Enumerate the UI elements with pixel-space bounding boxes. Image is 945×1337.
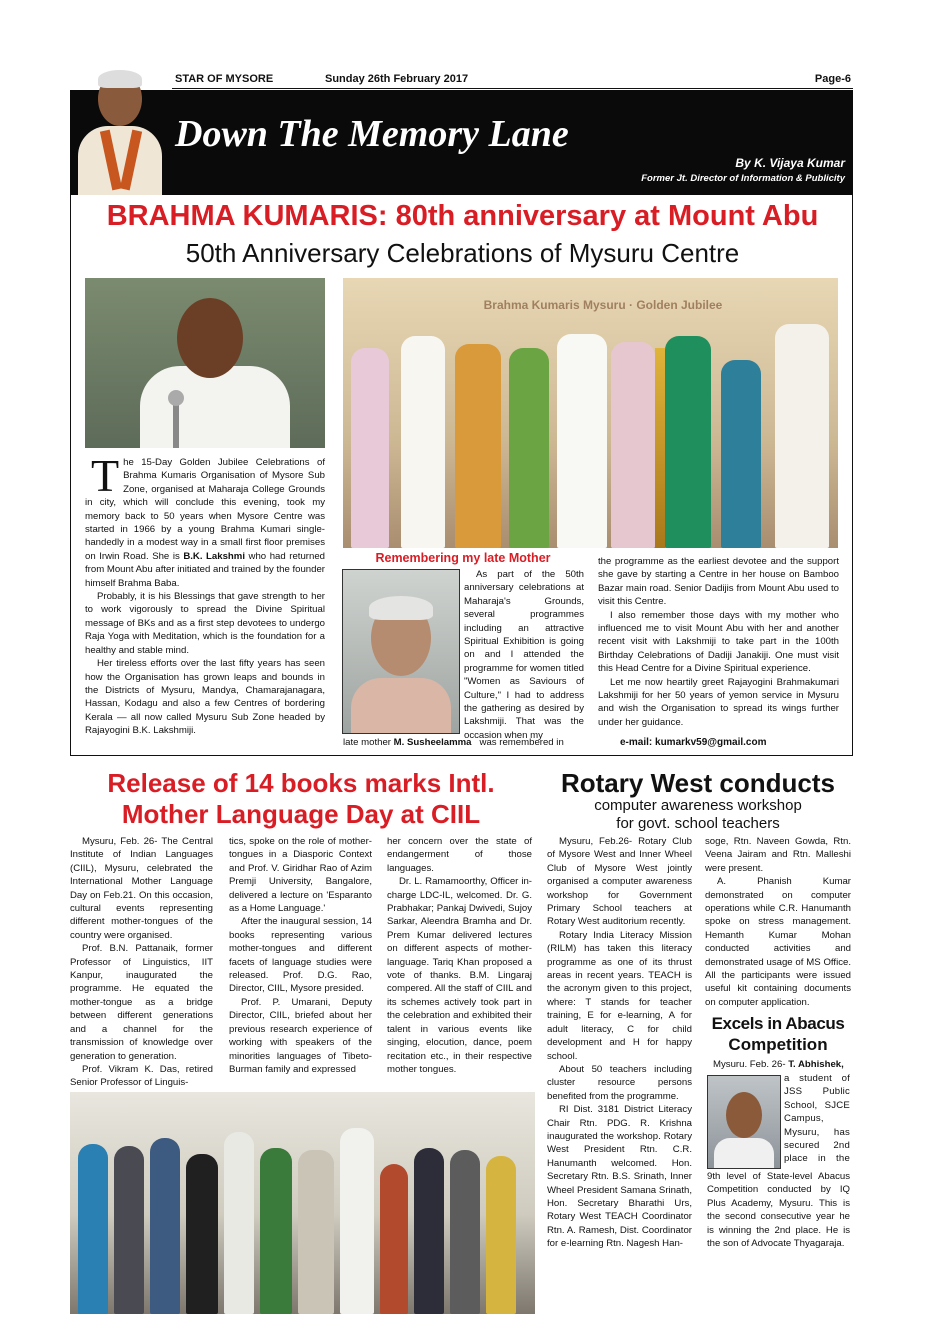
lead-p2: Probably, it is his Blessings that gave strength to her to work vigorously to spread the Divine Spiritual message of BKs and as a first step devotees to undergo Raja Yoga with Meditation, which is the foundation for a healthy and stable mind. — [85, 591, 325, 656]
abacus-body-text: 9th level of State-level Abacus Competition conducted by IQ Plus Academy, Mysuru. This is the second consecutive year he is winning the 2nd place. He is the son of Advocate Thyagaraja. — [707, 1171, 850, 1250]
rotary-c1-p2: Rotary India Literacy Mission (RILM) has taken this literacy programme as one of its thrust areas in recent years. TEACH is the acronym given to this project, where: T stands for teacher training, E for e-learning, A for adult literacy, C for child development and H for happy school. — [547, 929, 692, 1062]
lead-p3: Her tireless efforts over the last fifty years has seen how the Organisation has grown leaps and bounds in the Districts of Mysuru, Mandya, Chamarajanagara, Hassan, Kodagu and also a few Centres of bordering Kerala — all now called Mysuru Sub Zone headed by Rajayogini B.K. Lakshmiji. — [85, 658, 325, 737]
person-10 — [414, 1148, 444, 1314]
lead-column-right — [598, 555, 839, 729]
sidebar-tail-a: late mother — [343, 737, 391, 748]
figure-5 — [557, 334, 607, 548]
rotary-column-2 — [705, 835, 851, 1009]
lamp-lighting-photo — [343, 278, 838, 548]
lead-r-p1: the programme as the earliest devotee and the support she gave by starting a Centre in her house on Bamboo Bazar main road. Senior Dadijis from Mount Abu used to visit this Centre. — [598, 556, 839, 608]
person-11 — [450, 1150, 480, 1314]
oil-lamp — [655, 348, 665, 548]
mother-photo — [342, 569, 460, 734]
rotary-headline: Rotary West conducts — [560, 768, 835, 798]
ciil-headline-1: Release of 14 books marks Intl. — [107, 768, 495, 798]
rotary-subhead-2: for govt. school teachers — [616, 815, 780, 832]
photo-backdrop-banner: Brahma Kumaris Mysuru · Golden Jubilee — [483, 298, 723, 312]
rotary-c1-p1: Mysuru, Feb.26- Rotary Club of Mysore West and Inner Wheel Club of Mysore West jointly organised a computer awareness workshop for Government Primary School teachers at Rotary West auditorium recently. — [547, 836, 692, 928]
ciil-column-2 — [229, 835, 372, 1076]
lead-p1-name: B.K. Lakshmi — [183, 550, 245, 562]
rotary-c2-p2: A. Phanish Kumar demonstrated on computer operations while C.R. Hanumanth spoke on stress management. Hemanth Kumar Mohan conducted activities and demonstrated usage of MS Office. All the participants were issued useful kit containing documents on computer application. — [705, 876, 851, 1008]
ciil-column-3 — [387, 835, 532, 1076]
figure-3 — [455, 344, 501, 548]
ciil-c3-p1: her concern over the state of endangerment of those languages. — [387, 836, 532, 874]
abacus-body — [707, 1170, 850, 1250]
sidebar-tail — [343, 736, 587, 749]
lead-headline: BRAHMA KUMARIS: 80th anniversary at Mount Abu — [106, 200, 819, 232]
ciil-c1-p2: Prof. B.N. Pattanaik, former Professor of Linguistics, IIT Kanpur, inaugurated the programme. He equated the mother-tongue as a bridge between different generations and a channel for the transmission of knowledge over generation to generation. — [70, 943, 213, 1062]
abacus-wrap-text: a student of JSS Public School, SJCE Campus, Mysuru, has secured 2nd place in the — [784, 1073, 850, 1165]
person-9 — [380, 1164, 408, 1314]
person-6 — [260, 1148, 292, 1314]
abacus-lead-plain: Mysuru. Feb. 26- — [713, 1059, 786, 1070]
paper-name: STAR OF MYSORE — [175, 73, 274, 85]
ciil-c1-p1: Mysuru, Feb. 26- The Central Institute of Indian Languages (CIIL), Mysuru, celebrated the International Mother Language Day on Feb.21. On this occasion, cultural events representing different mother-tongues of the country were organised. — [70, 836, 213, 941]
figure-4 — [509, 348, 549, 548]
lead-p1-end: who had returned from Mount Abu after initiated and trained by the founder himself Brahma Baba. — [85, 550, 325, 589]
figure-8 — [721, 360, 761, 548]
issue-date: Sunday 26th February 2017 — [325, 73, 469, 85]
person-4 — [186, 1154, 218, 1314]
abacus-lead-name: T. Abhishek, — [788, 1059, 844, 1070]
person-8 — [340, 1128, 374, 1314]
ciil-headline-2: Mother Language Day at CIIL — [121, 799, 481, 829]
person-3 — [150, 1138, 180, 1314]
columnist-role: Former Jt. Director of Information & Publicity — [641, 173, 845, 184]
speaker-photo — [85, 278, 325, 448]
masthead-rule — [172, 88, 853, 89]
rotary-c2-p1: soge, Rtn. Naveen Gowda, Rtn. Veena Jairam and Rtn. Malleshi were present. — [705, 836, 851, 874]
lead-r-p3: Let me now heartily greet Rajayogini Brahmakumari Lakshmiji for her 50 years of yemon service in Mysuru and wish the Organisation to spread its wings further under her guidance. — [598, 676, 839, 728]
figure-9 — [775, 324, 829, 548]
author-email: e-mail: kumarkv59@gmail.com — [620, 737, 767, 748]
ciil-c3-p2: Dr. L. Ramamoorthy, Officer in-charge LDC-IL, welcomed. Dr. G. Prabhakar; Pankaj Dwivedi, Sujoy Sarkar, Aleendra Bramha and Dr. Prem Kumar delivered lectures on different aspects of mother-language. Tariq Khan proposed a vote of thanks. B.M. Lingaraj compered. All the staff of CIIL and its schemes actively took part in the celebration and exhibited their talent in various events like singing, elocution, dance, poem recitation etc., in their respective mother tongues. — [387, 876, 532, 1075]
column-banner — [70, 90, 853, 195]
sidebar-tail-b: was remembered in — [479, 737, 564, 748]
person-5 — [224, 1132, 254, 1314]
column-title: Down The Memory Lane — [175, 113, 569, 155]
rotary-column-1 — [547, 835, 692, 1251]
person-1 — [78, 1144, 108, 1314]
rotary-c1-p3: About 50 teachers including cluster resource persons benefited from the programme. — [547, 1063, 692, 1102]
ciil-c2-p3: Prof. P. Umarani, Deputy Director, CIIL, briefed about her previous research experience of working with speakers of the minorities languages of Tibeto-Burman family and expressed — [229, 996, 372, 1075]
rotary-c1-p4: RI Dist. 3181 District Literacy Chair Rtn. PDG. R. Krishna inaugurated the workshop. Rotary West President Rtn. C.R. Hanumanth welcomed. Hon. Secretary Rtn. B.S. Srinath, Inner Wheel President Samana Srinath, Hon. Secretary Bharathi Urs, Rotary West TEACH Coordinator Rtn. A. Ramesh, Dist. Coordinator for e-learning Rtn. Nagesh Han- — [547, 1104, 692, 1250]
figure-1 — [351, 348, 389, 548]
mother-garment — [351, 678, 451, 734]
figure-6 — [611, 342, 655, 548]
microphone-head — [168, 390, 184, 406]
person-2 — [114, 1146, 144, 1314]
drop-cap: T — [91, 450, 120, 501]
columnist-portrait — [72, 68, 167, 195]
abacus-headline-1: Excels in Abacus — [711, 1014, 845, 1033]
student-face — [726, 1092, 762, 1138]
speaker-face — [177, 298, 243, 378]
figure-7 — [665, 336, 711, 548]
sidebar-tail-name: M. Susheelamma — [393, 737, 472, 748]
ciil-c1-p3: Prof. Vikram K. Das, retired Senior Professor of Linguis- — [70, 1063, 213, 1089]
sidebar-text — [464, 568, 584, 742]
masthead — [70, 71, 853, 89]
lead-subheadline: 50th Anniversary Celebrations of Mysuru Centre — [185, 238, 740, 268]
mother-hair — [369, 596, 433, 620]
person-7 — [298, 1150, 334, 1314]
lead-r-p2: I also remember those days with my mother who influenced me to visit Mount Abu with her and another recent visit with Lakshmiji to take part in the 100th Birthday Celebrations of Dadiji Janakiji. One must visit this Head Centre for a Divine Spiritual experience. — [598, 609, 839, 675]
figure-2 — [401, 336, 445, 548]
columnist-byline: By K. Vijaya Kumar — [735, 156, 845, 170]
lead-column-left — [85, 450, 325, 738]
ciil-group-photo — [70, 1092, 535, 1314]
ciil-c2-p2: After the inaugural session, 14 books representing various mother-tongues and different facets of language studies were released. Prof. D.G. Rao, Director, CIIL, Mysore presided. — [229, 916, 372, 995]
abacus-headline-2: Competition — [728, 1035, 828, 1054]
person-12 — [486, 1156, 516, 1314]
rotary-subhead-1: computer awareness workshop — [594, 797, 802, 814]
sidebar-p1: As part of the 50th anniversary celebrations at Maharaja's Grounds, several programmes including an attractive Spiritual Exhibition is going on and I attended the programme for women titled "Women as Saviours of Culture," I had to address the gathering as desired by Lakshmiji. That was the occasion when my — [464, 569, 584, 741]
student-photo — [707, 1075, 781, 1169]
sidebar-title: Remembering my late Mother — [375, 551, 551, 565]
abacus-wrap — [784, 1072, 850, 1166]
ciil-c2-p1: tics, spoke on the role of mother-tongues in a Diasporic Context and Prof. V. Giridhar Rao of Azim Premji University, Bangalore, delivered a lecture on 'Esparanto as a Home Language.' — [229, 836, 372, 915]
page-number: Page-6 — [814, 73, 851, 85]
speaker-garment — [140, 366, 290, 448]
abacus-lead — [713, 1058, 853, 1071]
ciil-column-1 — [70, 835, 213, 1090]
student-shirt — [714, 1138, 774, 1169]
lead-p1: he 15-Day Golden Jubilee Celebrations of Brahma Kumaris Organisation of Mysore Sub Zone, organised at Maharaja College Grounds in city, which will conclude this evening, took my memory back to 50 years when Mysore Centre was started in 1966 by a young Brahma Kumari single-handedly in a modest way in a small first floor premises on Irwin Road. She is — [85, 457, 325, 562]
portrait-hair — [98, 70, 142, 88]
